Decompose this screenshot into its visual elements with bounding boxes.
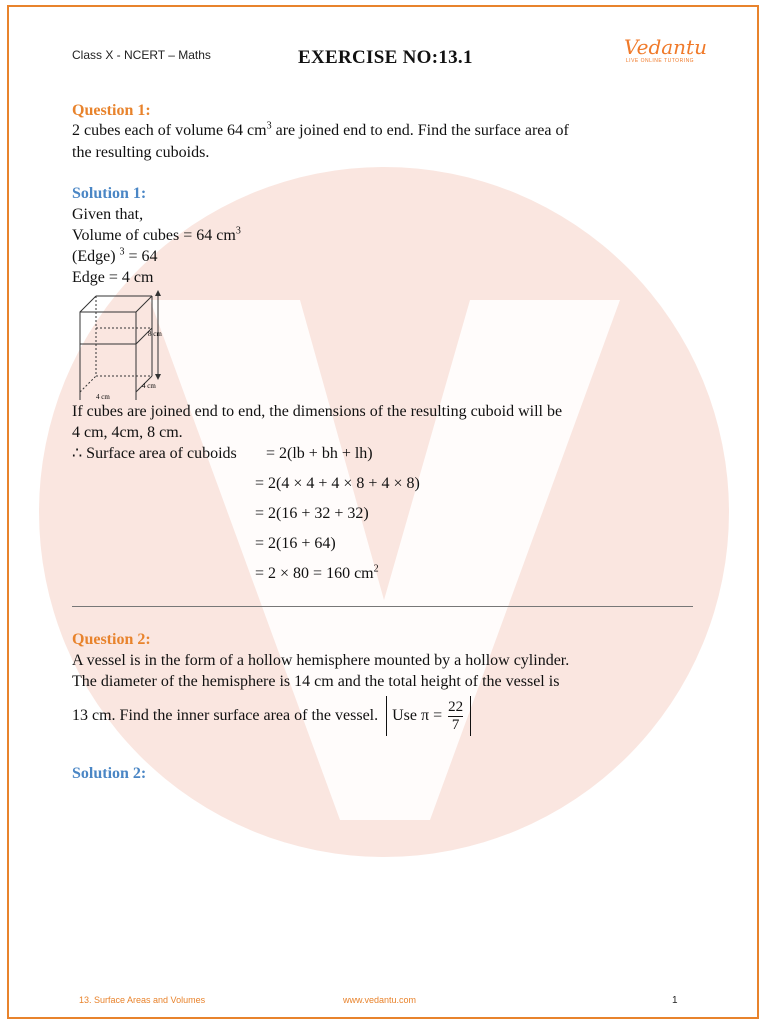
surface-area-label: ∴ Surface area of cuboids — [72, 445, 237, 462]
exercise-title: EXERCISE NO:13.1 — [298, 47, 473, 68]
result-para-line1: If cubes are joined end to end, the dimensions of the resulting cuboid will be — [72, 403, 563, 420]
width-label: 4 cm — [96, 393, 110, 400]
cuboid-figure — [72, 288, 182, 400]
equation-step-1: = 2(lb + bh + lh) — [266, 445, 373, 462]
page-number: 1 — [672, 995, 678, 1006]
class-subject: Class X - NCERT – Maths — [72, 48, 211, 62]
equation-step-4: = 2(16 + 64) — [255, 535, 336, 552]
question-2-label: Question 2: — [72, 631, 151, 648]
solution-1-label: Solution 1: — [72, 185, 147, 202]
result-para-line2: 4 cm, 4cm, 8 cm. — [72, 424, 183, 441]
footer-site[interactable]: www.vedantu.com — [343, 995, 417, 1005]
logo-tagline: LIVE ONLINE TUTORING — [625, 58, 695, 64]
volume-text: Volume of cubes = 64 $cm^3$ — [72, 225, 241, 244]
question-1-line1: 2 cubes each of volume 64 $cm^3$ are joined end to end. Find the surface area of — [72, 120, 569, 139]
pi-fraction: $\frac{22}{7}$ — [448, 699, 464, 734]
equation-step-3: = 2(16 + 32 + 32) — [255, 505, 369, 522]
question-2-line3: 13 cm. Find the inner surface area of the vessel. Use π = $\frac{22}{7}$ — [72, 696, 471, 736]
equation-step-2: = 2(4 × 4 + 4 × 8 + 4 × 8) — [255, 475, 420, 492]
equation-step-5: = 2 × 80 = 160 $cm^2$ — [255, 563, 379, 582]
given-text: Given that, — [72, 206, 144, 223]
question-2-line2: The diameter of the hemisphere is 14 cm and the total height of the vessel is — [72, 673, 560, 690]
question-1-label: Question 1: — [72, 102, 151, 119]
edge-text: Edge = 4 cm — [72, 269, 154, 286]
logo-word: Vedantu — [624, 35, 707, 59]
solution-2-label: Solution 2: — [72, 765, 147, 782]
section-divider — [72, 606, 693, 607]
pi-hint: Use π = $\frac{22}{7}$ — [386, 696, 471, 736]
vedantu-logo — [624, 35, 707, 64]
question-2-line1: A vessel is in the form of a hollow hemisphere mounted by a hollow cylinder. — [72, 652, 570, 669]
edge-cubed-text: (Edge) $^3$ = 64 — [72, 246, 158, 265]
depth-label: 4 cm — [142, 382, 156, 390]
footer-chapter: 13. Surface Areas and Volumes — [79, 995, 206, 1005]
question-1-line2: the resulting cuboids. — [72, 144, 210, 161]
height-label: 8 cm — [148, 330, 162, 338]
